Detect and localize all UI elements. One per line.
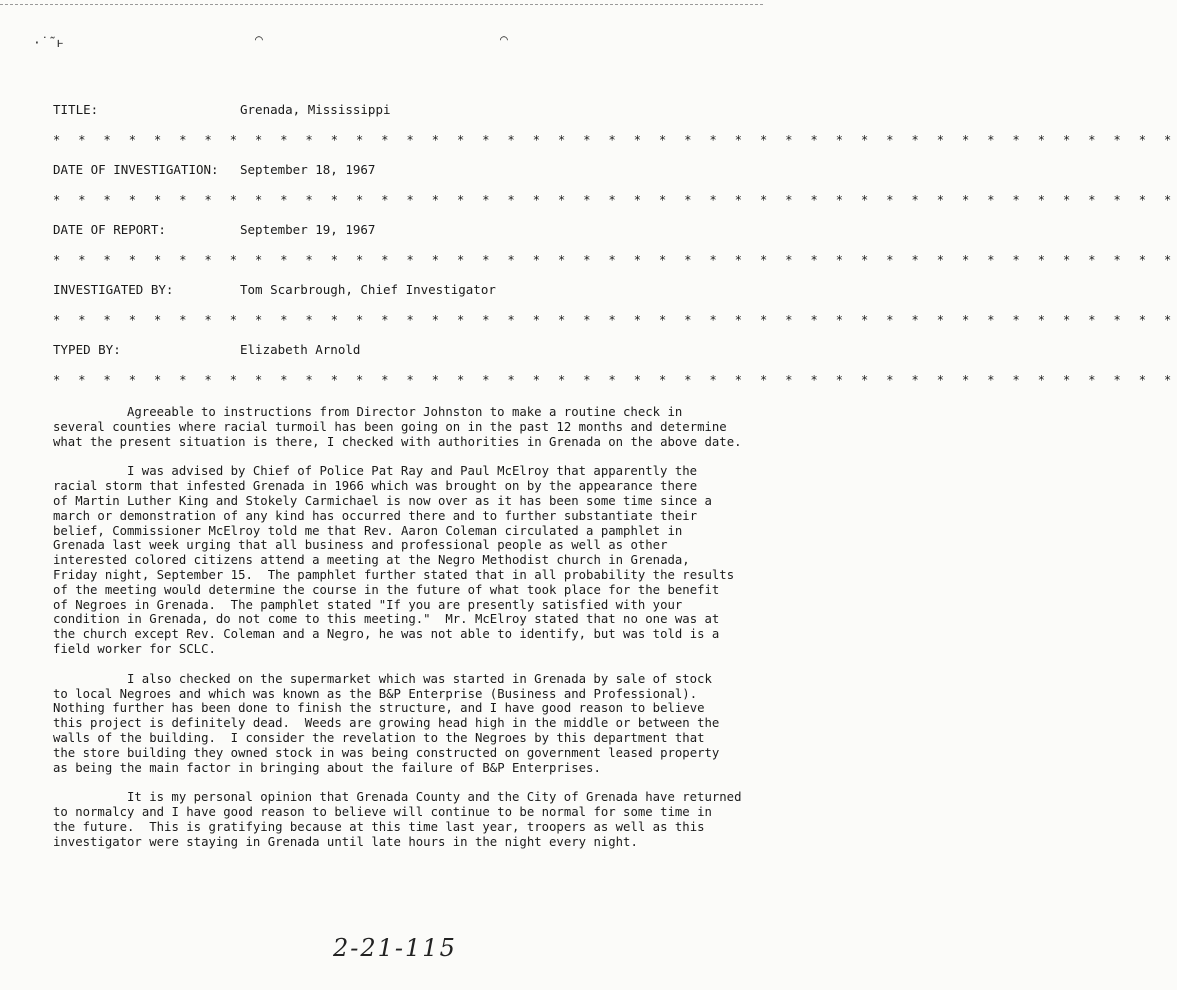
investigated-by-label: INVESTIGATED BY:	[53, 282, 174, 297]
date-investigation-label: DATE OF INVESTIGATION:	[53, 162, 219, 177]
paragraph-1: Agreeable to instructions from Director Johnston to make a routine check in several counties where racial turmoil has been going on in the past 12 months and determine what the present situation is there, I checked with authorities in Grenada on the above date.	[53, 405, 742, 449]
date-investigation-value: September 18, 1967	[240, 162, 376, 177]
separator-line: * * * * * * * * * * * * * * * * * * * * * * * * * * * * * * * * * * * * * * * * * * * * *	[53, 313, 1177, 327]
stray-mark: ⌒	[255, 32, 263, 47]
separator-line: * * * * * * * * * * * * * * * * * * * * * * * * * * * * * * * * * * * * * * * * * * * * *	[53, 193, 1177, 207]
top-border-line	[0, 4, 763, 5]
stray-mark: ·˙˜ͱ	[33, 36, 64, 51]
stray-mark: ⌒	[500, 32, 508, 47]
separator-line: * * * * * * * * * * * * * * * * * * * * * * * * * * * * * * * * * * * * * * * * * * * * *	[53, 133, 1177, 147]
title-value: Grenada, Mississippi	[240, 102, 391, 117]
paragraph-2: I was advised by Chief of Police Pat Ray and Paul McElroy that apparently the racial storm that infested Grenada in 1966 which was brought on by the appearance there of Martin Luther King and Stokely Carmichael is now over as it has been some time since a march or demonstration of any kind has occurred there and to further substantiate their belief, Commissioner McElroy told me that Rev. Aaron Coleman circulated a pamphlet in Grenada last week urging that all business and professional people as well as other interested colored citizens attend a meeting at the Negro Methodist church in Grenada, Friday night, September 15. The pamphlet further stated that in all probability the results of the meeting would determine the course in the future of what took place for the benefit of Negroes in Grenada. The pamphlet stated "If you are presently satisfied with your condition in Grenada, do not come to this meeting." Mr. McElroy stated that no one was at the church except Rev. Coleman and a Negro, he was not able to identify, but was told is a field worker for SCLC.	[53, 464, 735, 656]
typed-by-value: Elizabeth Arnold	[240, 342, 361, 357]
title-row	[53, 99, 753, 121]
report-document	[53, 99, 1177, 865]
title-label: TITLE:	[53, 102, 99, 117]
date-report-label: DATE OF REPORT:	[53, 222, 166, 237]
separator-line: * * * * * * * * * * * * * * * * * * * * * * * * * * * * * * * * * * * * * * * * * * * * *	[53, 253, 1177, 267]
report-body	[53, 405, 753, 850]
investigated-by-row	[53, 279, 753, 301]
paragraph-4: It is my personal opinion that Grenada County and the City of Grenada have returned to normalcy and I have good reason to believe will continue to be normal for some time in the future. This is gratifying because at this time last year, troopers as well as this investigator were staying in Grenada until late hours in the night every night.	[53, 790, 742, 849]
separator-line: * * * * * * * * * * * * * * * * * * * * * * * * * * * * * * * * * * * * * * * * * * * * *	[53, 373, 1177, 387]
typed-by-label: TYPED BY:	[53, 342, 121, 357]
date-report-row	[53, 219, 753, 241]
date-investigation-row	[53, 159, 753, 181]
handwritten-file-number: 2-21-115	[333, 934, 457, 962]
investigated-by-value: Tom Scarbrough, Chief Investigator	[240, 282, 496, 297]
date-report-value: September 19, 1967	[240, 222, 376, 237]
typed-by-row	[53, 339, 753, 361]
paragraph-3: I also checked on the supermarket which was started in Grenada by sale of stock to local Negroes and which was known as the B&P Enterprise (Business and Professional). Nothing further has been done to finish the structure, and I have good reason to believe this project is definitely dead. Weeds are growing head high in the middle or between the walls of the building. I consider the revelation to the Negroes by this department that the store building they owned stock in was being constructed on government leased property as being the main factor in bringing about the failure of B&P Enterprises.	[53, 671, 720, 775]
